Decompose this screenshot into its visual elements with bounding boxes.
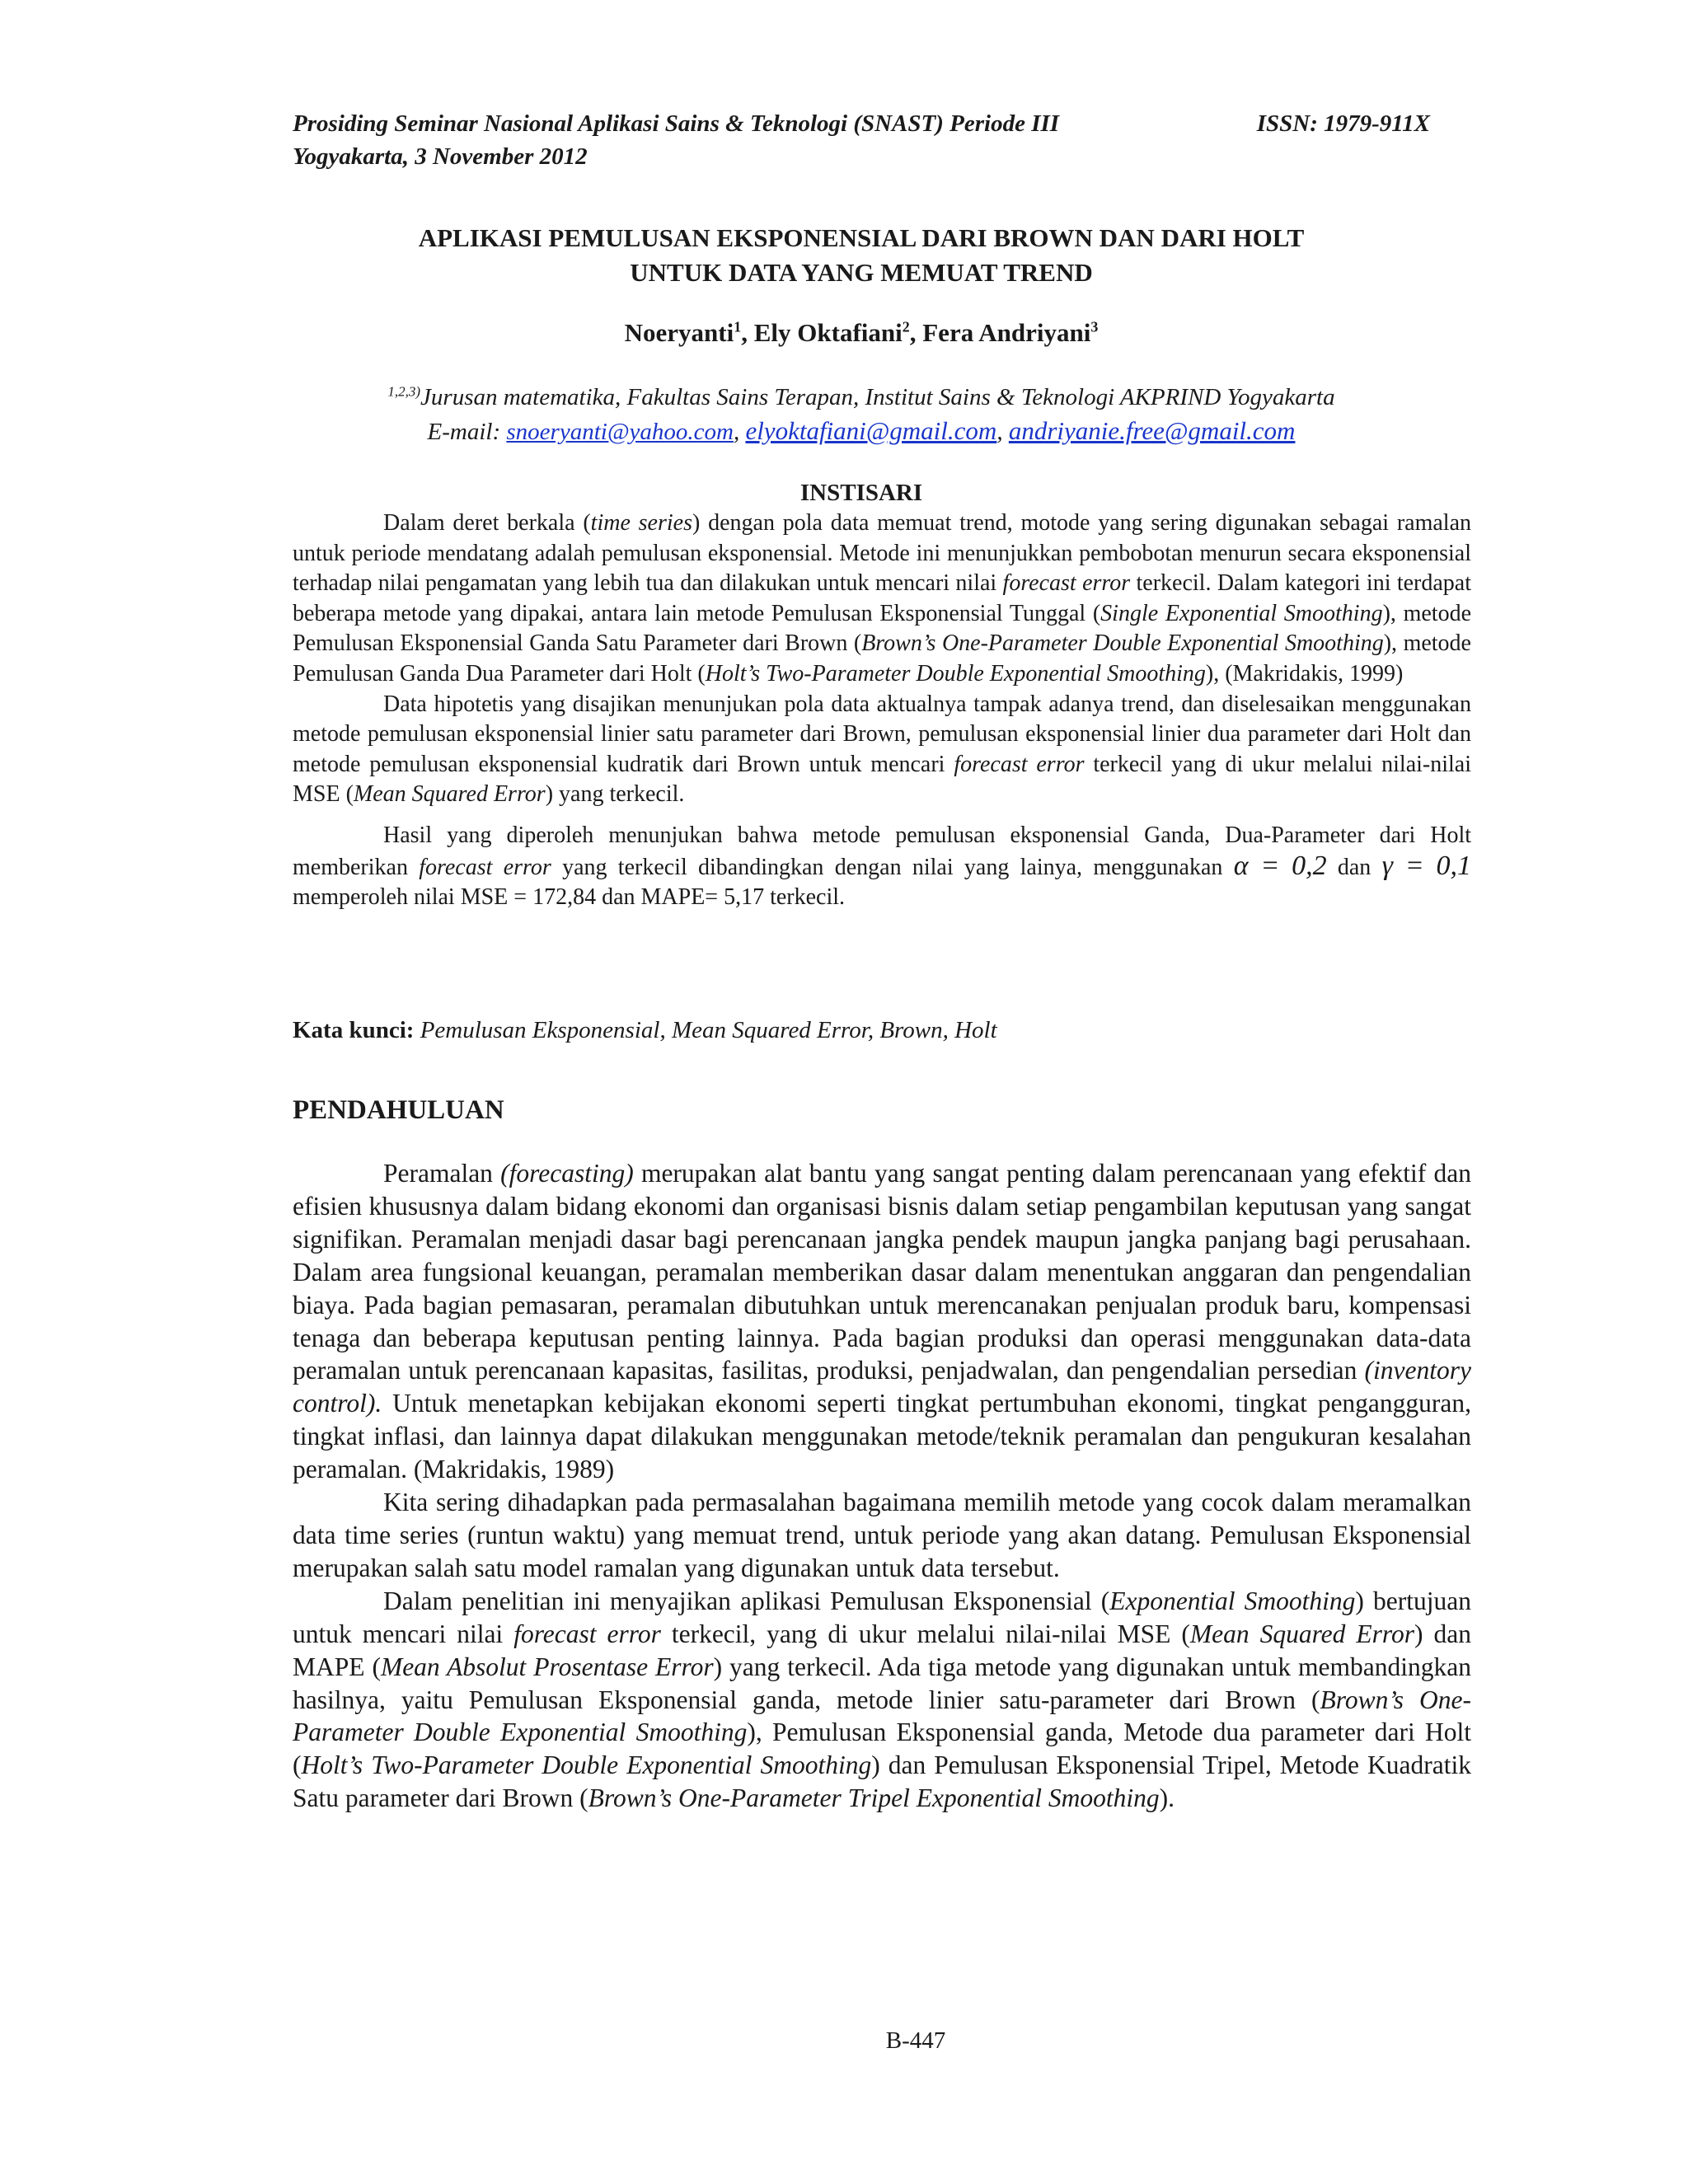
title-line-2: UNTUK DATA YANG MEMUAT TREND xyxy=(630,258,1093,287)
issn: ISSN: 1979-911X xyxy=(1256,110,1430,137)
abstract-paragraph: Hasil yang diperoleh menunjukan bahwa metode pemulusan eksponensial Ganda, Dua-Parameter dari Holt memberikan forecast error yang terkecil dibandingkan dengan nilai yang lainya, menggunakan α = 0,2 dan γ = 0,1 memperoleh nilai MSE = 172,84 dan MAPE= 5,17 terkecil. xyxy=(293,822,1472,911)
email-line: E-mail: snoeryanti@yahoo.com, elyoktafiani@gmail.com, andriyanie.free@gmail.com xyxy=(427,416,1296,445)
author-affiliation-mark: 1 xyxy=(734,318,742,335)
keywords-text: Pemulusan Eksponensial, Mean Squared Error, Brown, Holt xyxy=(420,1017,997,1043)
affiliation-text: Jurusan matematika, Fakultas Sains Terapan, Institut Sains & Teknologi AKPRIND Yogyakarta xyxy=(420,384,1335,410)
alpha-equation: α = 0,2 xyxy=(1233,850,1327,881)
email-link[interactable]: andriyanie.free@gmail.com xyxy=(1008,416,1296,445)
email-label: E-mail: xyxy=(427,419,501,445)
author-list: Noeryanti$^1$, Ely Oktafiani$^2$, Fera Andriyani$^3$ xyxy=(624,318,1099,347)
abstract-paragraph: Data hipotetis yang disajikan menunjukan pola data aktualnya tampak adanya trend, dan diselesaikan menggunakan metode pemulusan eksponensial linier satu parameter dari Brown, pemulusan eksponensial linier dua parameter dari Holt dan metode pemulusan eksponensial kudratik dari Brown untuk mencari forecast error terkecil yang di ukur melalui nilai-nilai MSE (Mean Squared Error) yang terkecil. xyxy=(293,691,1471,808)
email-link[interactable]: elyoktafiani@gmail.com xyxy=(745,416,997,445)
section-heading: PENDAHULUAN xyxy=(293,1095,504,1125)
page-number: B-447 xyxy=(885,2027,946,2054)
paper-title xyxy=(293,221,1430,290)
body-paragraph: Dalam penelitian ini menyajikan aplikasi Pemulusan Eksponensial (Exponential Smoothing) bertujuan untuk mencari nilai forecast error terkecil, yang di ukur melalui nilai-nilai MSE (Mean Squared Error) dan MAPE (Mean Absolut Prosentase Error) yang terkecil. Ada tiga metode yang digunakan untuk membandingkan hasilnya, yaitu Pemulusan Eksponensial ganda, metode linier satu-parameter dari Brown (Brown’s One-Parameter Double Exponential Smoothing), Pemulusan Eksponensial ganda, Metode dua parameter dari Holt (Holt’s Two-Parameter Double Exponential Smoothing) dan Pemulusan Eksponensial Tripel, Metode Kuadratik Satu parameter dari Brown (Brown’s One-Parameter Tripel Exponential Smoothing). xyxy=(293,1586,1471,1813)
proceedings-name: Prosiding Seminar Nasional Aplikasi Sains & Teknologi (SNAST) Periode III xyxy=(293,110,1060,137)
author-name: Ely Oktafiani xyxy=(753,318,903,347)
abstract xyxy=(293,509,1471,913)
abstract-paragraph: Dalam deret berkala (time series) dengan pola data memuat trend, motode yang sering digunakan sebagai ramalan untuk periode mendatang adalah pemulusan eksponensial. Metode ini menunjukkan pembobotan menurun secara eksponensial terhadap nilai pengamatan yang lebih tua dan dilakukan untuk mencari nilai forecast error terkecil. Dalam kategori ini terdapat beberapa metode yang dipakai, antara lain metode Pemulusan Eksponensial Tunggal (Single Exponential Smoothing), metode Pemulusan Eksponensial Ganda Satu Parameter dari Brown (Brown’s One-Parameter Double Exponential Smoothing), metode Pemulusan Ganda Dua Parameter dari Holt (Holt’s Two-Parameter Double Exponential Smoothing), (Makridakis, 1999) xyxy=(293,510,1472,687)
author-affiliation-mark: 2 xyxy=(902,318,910,335)
email-link[interactable]: snoeryanti@yahoo.com xyxy=(506,419,734,445)
author-name: Fera Andriyani xyxy=(922,318,1091,347)
author-affiliation-mark: 3 xyxy=(1090,318,1099,335)
keywords-label: Kata kunci: xyxy=(293,1017,415,1043)
keywords xyxy=(293,1014,1471,1047)
body-paragraph: Kita sering dihadapkan pada permasalahan bagaimana memilih metode yang cocok dalam meramalkan data time series (runtun waktu) yang memuat trend, untuk periode yang akan datang. Pemulusan Eksponensial merupakan salah satu model ramalan yang digunakan untuk data tersebut. xyxy=(293,1488,1471,1582)
title-line-1: APLIKASI PEMULUSAN EKSPONENSIAL DARI BROWN DAN DARI HOLT xyxy=(418,223,1305,252)
place-date: Yogyakarta, 3 November 2012 xyxy=(293,143,588,170)
running-header xyxy=(293,107,1430,173)
abstract-heading: INSTISARI xyxy=(799,480,923,506)
affiliation xyxy=(293,381,1430,414)
body-paragraph: Peramalan (forecasting) merupakan alat bantu yang sangat penting dalam perencanaan yang efektif dan efisien khususnya dalam bidang ekonomi dan organisasi bisnis dalam setiap pengambilan keputusan yang sangat signifikan. Peramalan menjadi dasar bagi perencanaan jangka pendek maupun jangka panjang bagi perusahaan. Dalam area fungsional keuangan, peramalan memberikan dasar dalam menentukan anggaran dan pengendalian biaya. Pada bagian pemasaran, peramalan dibutuhkan untuk merencanakan penjualan produk baru, kompensasi tenaga dan beberapa keputusan penting lainnya. Pada bagian produksi dan operasi menggunakan data-data peramalan untuk perencanaan kapasitas, fasilitas, produksi, penjadwalan, dan pengendalian persedian (inventory control). Untuk menetapkan kebijakan ekonomi seperti tingkat pertumbuhan ekonomi, tingkat pengangguran, tingkat inflasi, dan lainnya dapat dilakukan menggunakan metode/teknik peramalan dan pengukuran kesalahan peramalan. (Makridakis, 1989) xyxy=(293,1159,1472,1484)
section-body xyxy=(293,1157,1471,1815)
author-name: Noeryanti xyxy=(624,318,734,347)
affiliation-mark: 1,2,3) xyxy=(387,383,421,400)
gamma-equation: γ = 0,1 xyxy=(1381,850,1472,881)
